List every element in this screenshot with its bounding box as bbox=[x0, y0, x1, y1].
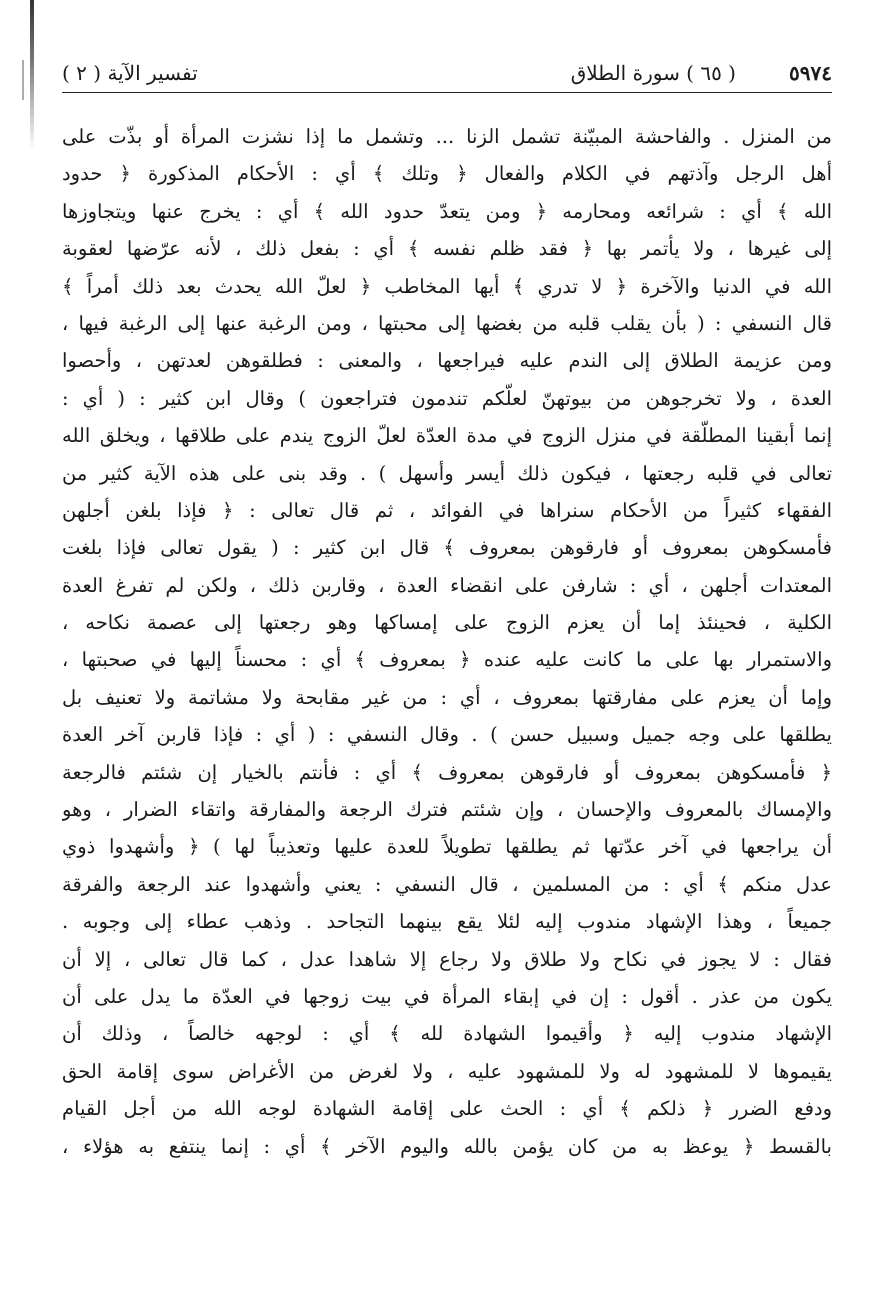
text-line: والاستمرار بها على ما كانت عليه عنده ﴿ بمعروف ﴾ أي : محسناً إليها في صحبتها ، bbox=[62, 648, 832, 672]
text-line: بالقسط ﴿ يوعظ به من كان يؤمن بالله واليوم الآخر ﴾ أي : إنما ينتفع به هؤلاء ، bbox=[62, 1134, 832, 1158]
surah-title: ( ٦٥ ) سورة الطلاق bbox=[570, 61, 736, 85]
text-line: الله في الدنيا والآخرة ﴿ لا تدري ﴾ أيها المخاطب ﴿ لعلّ الله يحدث بعد ذلك أمراً ﴾ bbox=[62, 274, 832, 298]
text-line: فأمسكوهن بمعروف أو فارقوهن بمعروف ﴾ قال ابن كثير : ( يقول تعالى فإذا بلغت bbox=[62, 536, 832, 560]
text-line: جميعاً ، وهذا الإشهاد مندوب إليه لئلا يقع بينهما التجاحد . وذهب عطاء إلى وجوبه . bbox=[62, 910, 832, 934]
text-line: ﴿ فأمسكوهن بمعروف أو فارقوهن بمعروف ﴾ أي : فأنتم بالخيار إن شئتم فالرجعة bbox=[62, 760, 832, 784]
text-line: الكلية ، فحينئذ إما أن يعزم الزوج على إمساكها وهو رجعتها إلى عصمة نكاحه ، bbox=[62, 611, 832, 635]
text-line: الإشهاد مندوب إليه ﴿ وأقيموا الشهادة لله ﴾ أي : لوجهه خالصاً ، وذلك أن bbox=[62, 1022, 832, 1046]
text-line: الفقهاء كثيراً من الأحكام سنراها في الفوائد ، ثم قال تعالى : ﴿ فإذا بلغن أجلهن bbox=[62, 498, 832, 522]
text-line: فقال : لا يجوز في نكاح ولا طلاق ولا رجاع إلا شاهدا عدل ، كما قال تعالى ، إلا أن bbox=[62, 947, 832, 971]
text-line: الله ﴾ أي : شرائعه ومحارمه ﴿ ومن يتعدّ حدود الله ﴾ أي : يخرج عنها ويتجاوزها bbox=[62, 199, 832, 223]
text-line: والإمساك بالمعروف والإحسان ، وإن شئتم فترك الرجعة والمفارقة واتقاء الضرار ، وهو bbox=[62, 798, 832, 822]
text-line: تعالى في قلبه رجعتها ، فيكون ذلك أيسر وأسهل ) . وقد بنى على هذه الآية كثير من bbox=[62, 461, 832, 485]
text-line: ومن عزيمة الطلاق إلى الندم عليه فيراجعها ، والمعنى : فطلقوهن لعدتهن ، وأحصوا bbox=[62, 349, 832, 373]
text-line: يطلقها على وجه جميل وسبيل حسن ) . وقال النسفي : ( أي : فإذا قاربن آخر العدة bbox=[62, 723, 832, 747]
text-line: أن يراجعها في آخر عدّتها ثم يطلقها تطويلاً للعدة عليها وتعذيباً لها ) ﴿ وأشهدوا ذوي bbox=[62, 835, 832, 859]
page-number: ٥٩٧٤ bbox=[789, 61, 832, 85]
binding-speck bbox=[22, 60, 24, 100]
text-line: عدل منكم ﴾ أي : من المسلمين ، قال النسفي : يعني وأشهدوا عند الرجعة والفرقة bbox=[62, 872, 832, 896]
body-text bbox=[62, 118, 832, 1165]
text-line: المعتدات أجلهن ، أي : شارفن على انقضاء العدة ، وقاربن ذلك ، ولكن لم تفرغ العدة bbox=[62, 573, 832, 597]
binding-edge-shadow bbox=[30, 0, 34, 150]
text-line: من المنزل . والفاحشة المبيّنة تشمل الزنا ... وتشمل ما إذا نشزت المرأة أو بذّت على bbox=[62, 125, 832, 148]
text-line: يقيموها لا للمشهود له ولا للمشهود عليه ، ولا لغرض من الأغراض سوى إقامة الحق bbox=[62, 1059, 832, 1083]
text-line: وإما أن يعزم على مفارقتها بمعروف ، أي : من غير مقابحة ولا مشاتمة ولا تعنيف بل bbox=[62, 685, 832, 709]
text-line: أهل الرجل وآذتهم في الكلام والفعال ﴿ وتلك ﴾ أي : الأحكام المذكورة ﴿ حدود bbox=[62, 162, 832, 186]
text-line: ودفع الضرر ﴿ ذلكم ﴾ أي : الحث على إقامة الشهادة لوجه الله من أجل القيام bbox=[62, 1097, 832, 1121]
header-rule bbox=[62, 92, 832, 93]
text-line: يكون من عذر . أقول : إن في إبقاء المرأة في بيت زوجها في العدّة ما يدل على أن bbox=[62, 984, 832, 1008]
text-line: قال النسفي : ( بأن يقلب قلبه من بغضها إلى محبتها ، ومن الرغبة عنها إلى الرغبة فيها ، bbox=[62, 311, 832, 335]
text-line: العدة ، ولا تخرجوهن من بيوتهنّ لعلّكم تندمون فتراجعون ) وقال ابن كثير : ( أي : bbox=[62, 386, 832, 410]
text-line: إنما أبقينا المطلّقة في منزل الزوج في مدة العدّة لعلّ الزوج يندم على طلاقها ، ويخلق الله bbox=[62, 424, 832, 448]
running-head bbox=[62, 58, 832, 88]
text-line: إلى غيرها ، ولا يأتمر بها ﴿ فقد ظلم نفسه ﴾ أي : بفعل ذلك ، لأنه عرّضها لعقوبة bbox=[62, 237, 832, 261]
section-title: تفسير الآية ( ٢ ) bbox=[62, 61, 198, 85]
